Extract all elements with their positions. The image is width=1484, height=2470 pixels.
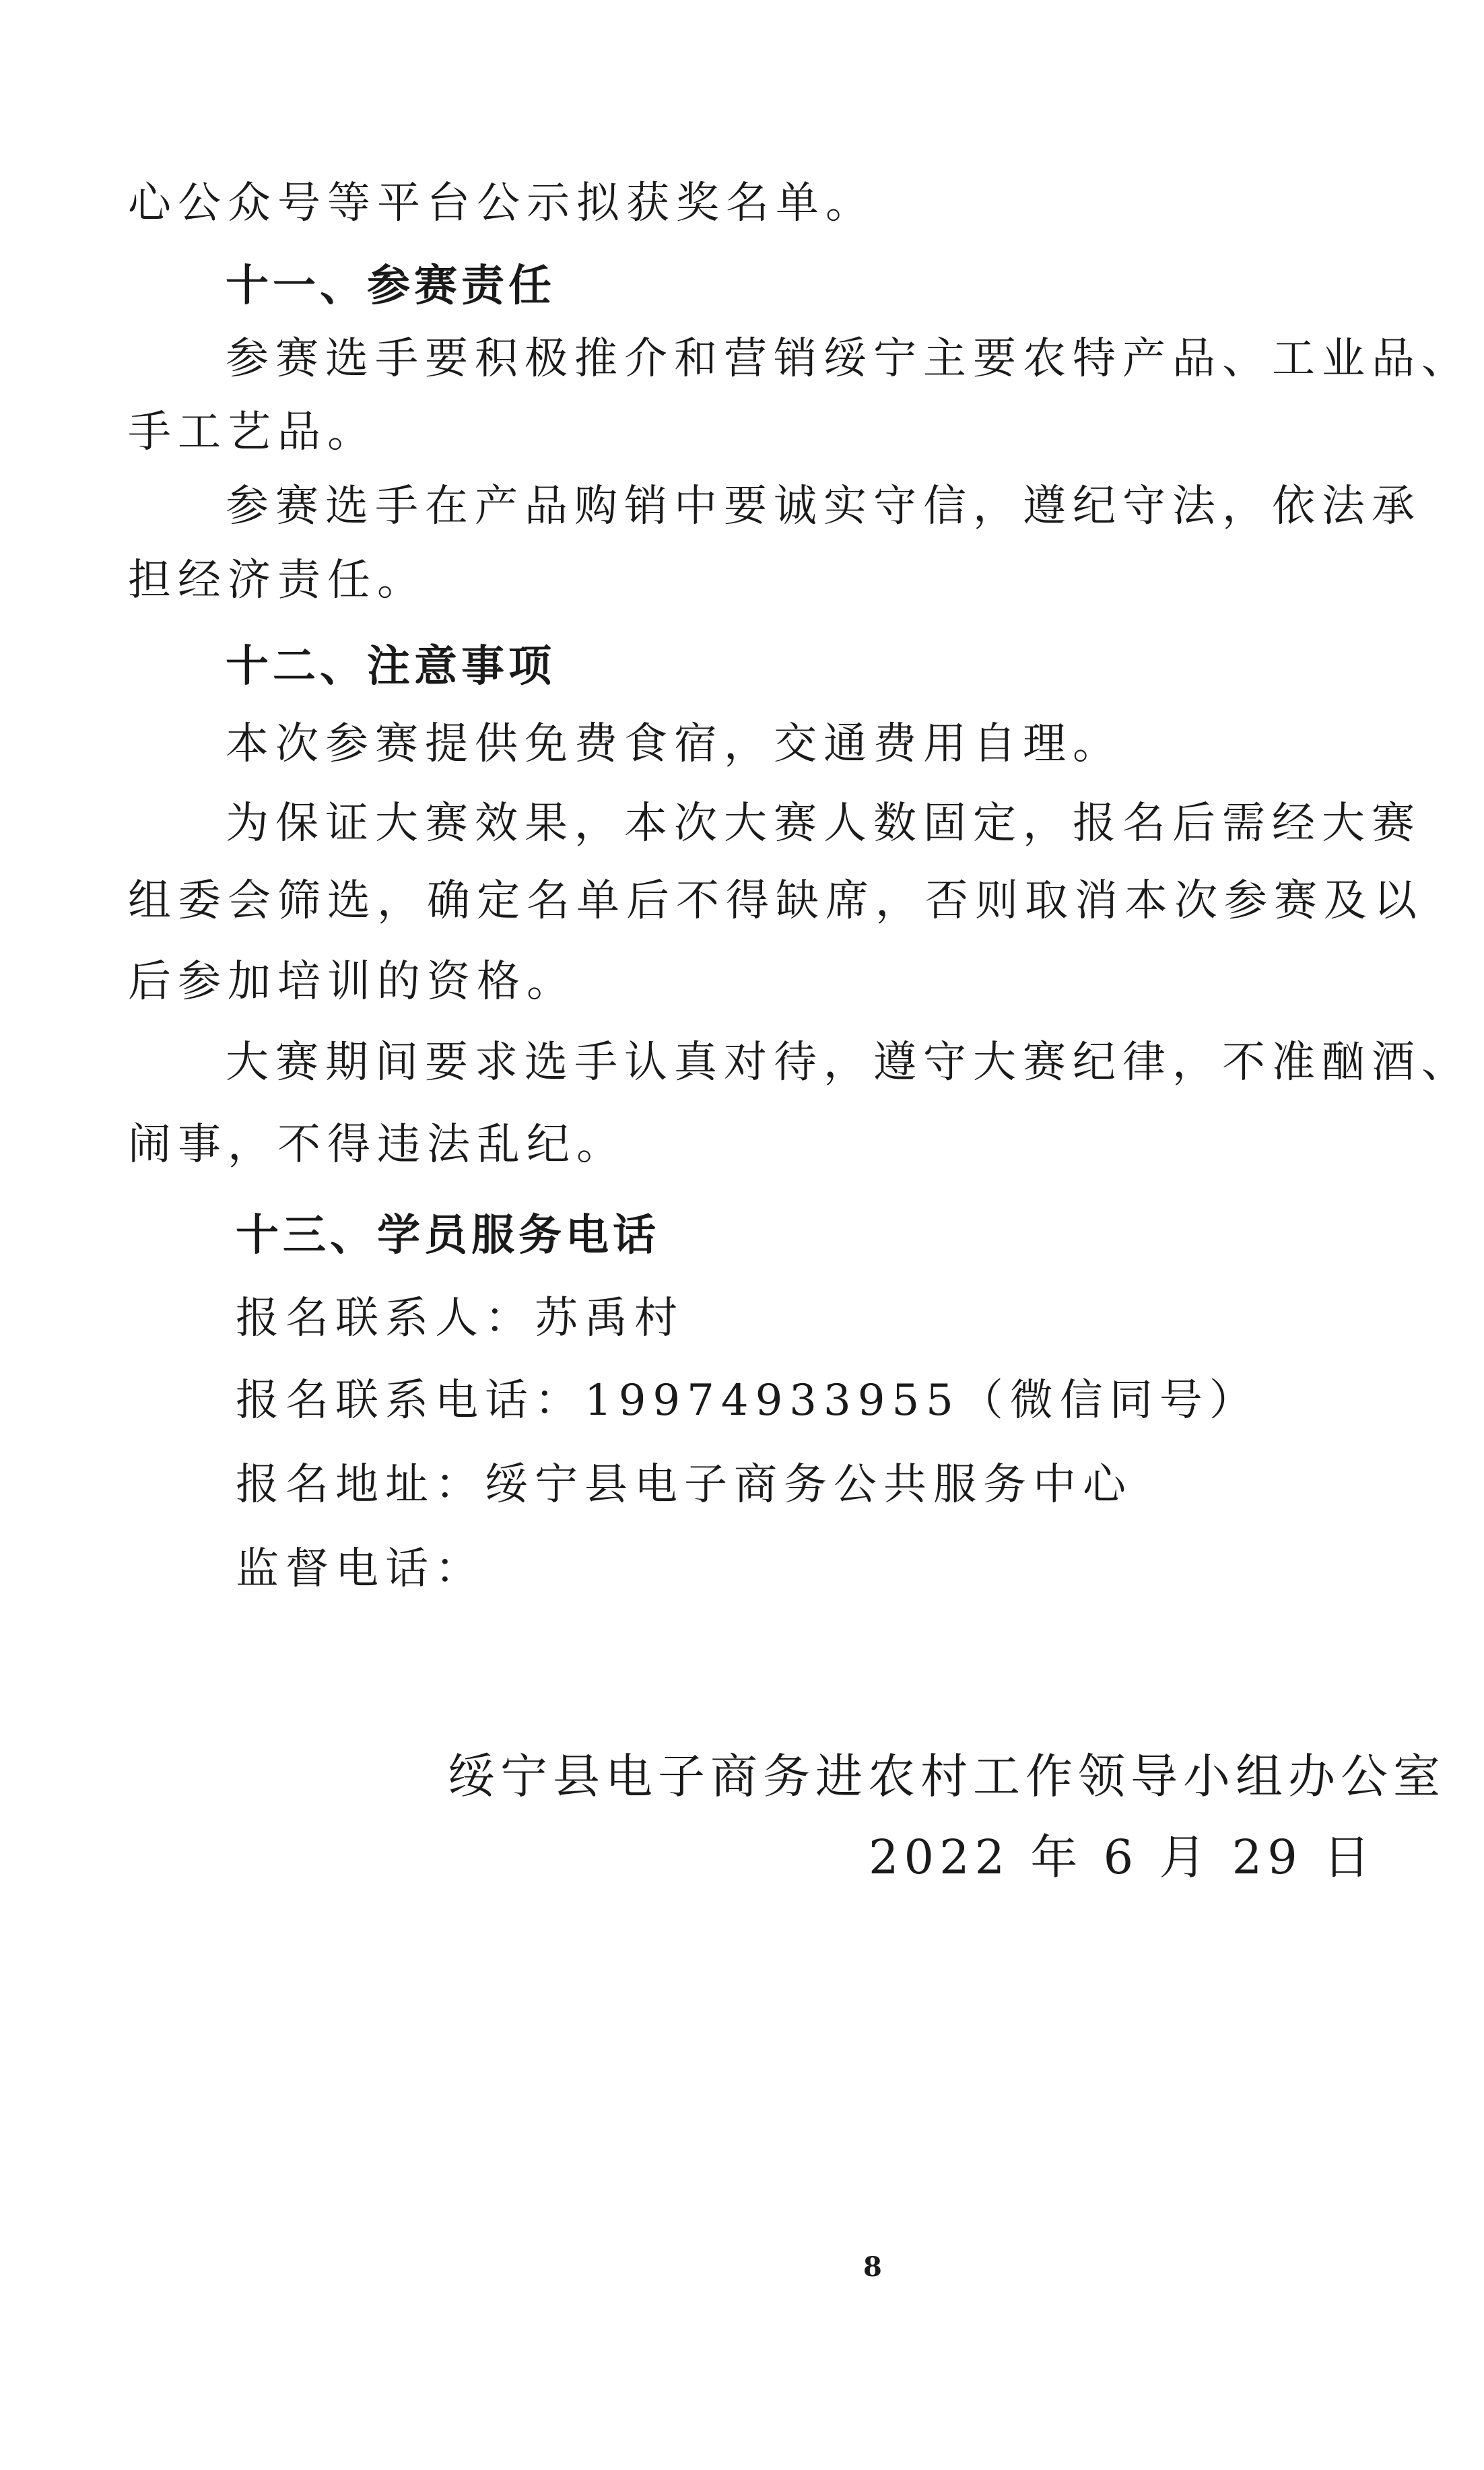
text-line-1: 心公众号等平台公示拟获奖名单。: [128, 178, 875, 228]
contact-phone: 报名联系电话：19974933955（微信同号）: [236, 1376, 1259, 1426]
text-line-4: 参赛选手在产品购销中要诚实守信，遵纪守法，依法承: [226, 481, 1421, 531]
section-heading-12: 十二、注意事项: [226, 642, 555, 692]
text-line-3: 手工艺品。: [128, 407, 377, 457]
supervision-phone: 监督电话：: [236, 1544, 485, 1594]
contact-address: 报名地址：绥宁县电子商务公共服务中心: [236, 1460, 1133, 1510]
text-line-9: 后参加培训的资格。: [128, 957, 576, 1007]
text-line-11: 闹事，不得违法乱纪。: [128, 1120, 626, 1170]
text-line-5: 担经济责任。: [128, 556, 427, 605]
page-number: 8: [863, 2251, 882, 2283]
section-heading-13: 十三、学员服务电话: [236, 1211, 660, 1261]
text-line-6: 本次参赛提供免费食宿，交通费用自理。: [226, 719, 1122, 769]
text-line-7: 为保证大赛效果，本次大赛人数固定，报名后需经大赛: [226, 799, 1421, 848]
text-line-2: 参赛选手要积极推介和营销绥宁主要农特产品、工业品、: [226, 334, 1471, 384]
text-line-8: 组委会筛选，确定名单后不得缺席，否则取消本次参赛及以: [128, 876, 1423, 926]
text-line-10: 大赛期间要求选手认真对待，遵守大赛纪律，不准酗酒、: [226, 1038, 1471, 1088]
issuing-organization: 绥宁县电子商务进农村工作领导小组办公室: [448, 1749, 1446, 1804]
contact-person: 报名联系人：苏禹村: [236, 1294, 684, 1343]
issue-date: 2022 年 6 月 29 日: [869, 1830, 1376, 1885]
section-heading-11: 十一、参赛责任: [226, 261, 555, 311]
